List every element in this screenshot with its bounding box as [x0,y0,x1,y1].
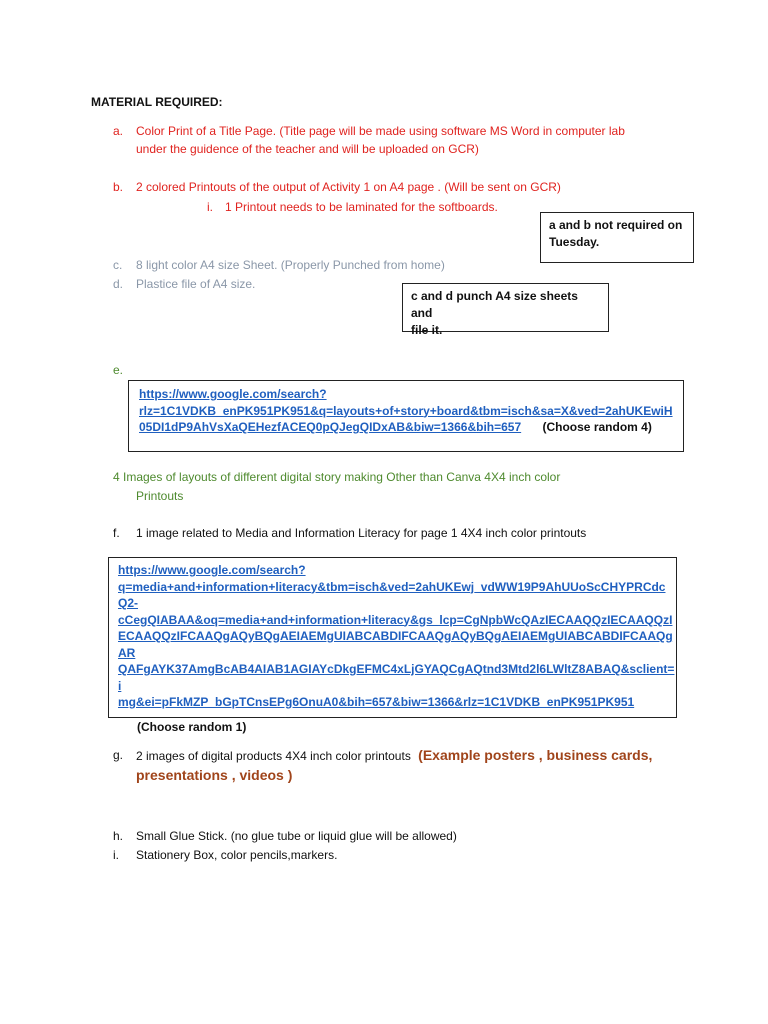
note-ab-line1: a and b not required on [549,218,683,232]
item-e-desc-line2: Printouts [136,489,184,503]
item-h-marker: h. [113,829,124,843]
link-f-line3[interactable]: Q2- [118,596,139,610]
link-e-line1[interactable]: https://www.google.com/search? [139,387,327,401]
link-f-line7[interactable]: mg&ei=pFkMZP_bGpTCnsEPg6OnuA0&bih=657&biw=1366&rlz=1C1VDKB_enPK951PK951 [118,695,635,709]
link-e-line3[interactable]: 05DI1dP9AhVsXaQEHezfACEQ0pQJegQIDxAB&biw=1366&bih=657 [139,420,522,434]
item-a-marker: a. [113,124,124,138]
item-b-sub-marker: i. [207,200,213,214]
note-cd-line2: file it. [411,323,443,337]
item-c-marker: c. [113,258,123,272]
note-ab [540,212,694,263]
item-f-marker: f. [113,526,120,540]
link-f-line6[interactable]: QAFgAYK37AmgBcAB4AIAB1AGIAYcDkgEFMC4xLjGYAQCgAQtnd3Mtd2l6LWltZ8ABAQ&sclient=i [118,662,675,693]
item-h-text: Small Glue Stick. (no glue tube or liquid glue will be allowed) [136,829,457,843]
item-b-sub-text: 1 Printout needs to be laminated for the softboards. [225,200,498,214]
item-g-example-line1: (Example posters , business cards, [418,747,653,763]
item-g-text-block [136,744,696,767]
item-e-marker: e. [113,363,124,377]
item-a-text [136,122,696,158]
item-f-text: 1 image related to Media and Information Literacy for page 1 4X4 inch color printouts [136,526,587,540]
note-cd-line1: c and d punch A4 size sheets and [411,289,578,320]
choose-random-4: (Choose random 4) [542,420,652,434]
link-box-e [128,380,684,452]
item-c-text: 8 light color A4 size Sheet. (Properly Punched from home) [136,258,445,272]
item-b-text: 2 colored Printouts of the output of Activity 1 on A4 page . (Will be sent on GCR) [136,180,561,194]
item-a-line2: under the guidence of the teacher and will be uploaded on GCR) [136,142,479,156]
link-box-f [108,557,677,734]
link-f-line4[interactable]: cCegQIABAA&oq=media+and+information+literacy&gs_lcp=CgNpbWcQAzIECAAQQzIECAAQQzI [118,612,673,627]
item-e-desc-line1: 4 Images of layouts of different digital story making Other than Canva 4X4 inch color [113,470,561,484]
item-g-text: 2 images of digital products 4X4 inch color printouts [136,749,411,763]
item-a [113,122,135,140]
choose-random-1: (Choose random 1) [137,719,247,734]
item-i-text: Stationery Box, color pencils,markers. [136,848,338,862]
page-heading: MATERIAL REQUIRED: [91,95,223,109]
link-f-line1[interactable]: https://www.google.com/search? [118,563,306,577]
note-cd [402,283,609,337]
item-d-text: Plastice file of A4 size. [136,277,256,291]
item-g-example-line2: presentations , videos ) [136,767,293,783]
link-e-line2[interactable]: rlz=1C1VDKB_enPK951PK951&q=layouts+of+story+board&tbm=isch&sa=X&ved=2ahUKEwiH [139,403,673,418]
note-ab-line2: Tuesday. [549,235,600,249]
item-d-marker: d. [113,277,124,291]
item-i-marker: i. [113,848,119,862]
link-f-line5[interactable]: ECAAQQzIFCAAQgAQyBQgAEIAEMgUIABCABDIFCAAQgAQyBQgAEIAEMgUIABCABDIFCAAQgAR [118,629,673,660]
link-f-line2[interactable]: q=media+and+information+literacy&tbm=isch&ved=2ahUKEwj_vdWW19P9AhUUoScCHYPRCdc [118,579,666,594]
item-a-line1: Color Print of a Title Page. (Title page will be made using software MS Word in computer lab [136,124,625,138]
item-g-marker: g. [113,748,124,762]
item-b-marker: b. [113,180,124,194]
